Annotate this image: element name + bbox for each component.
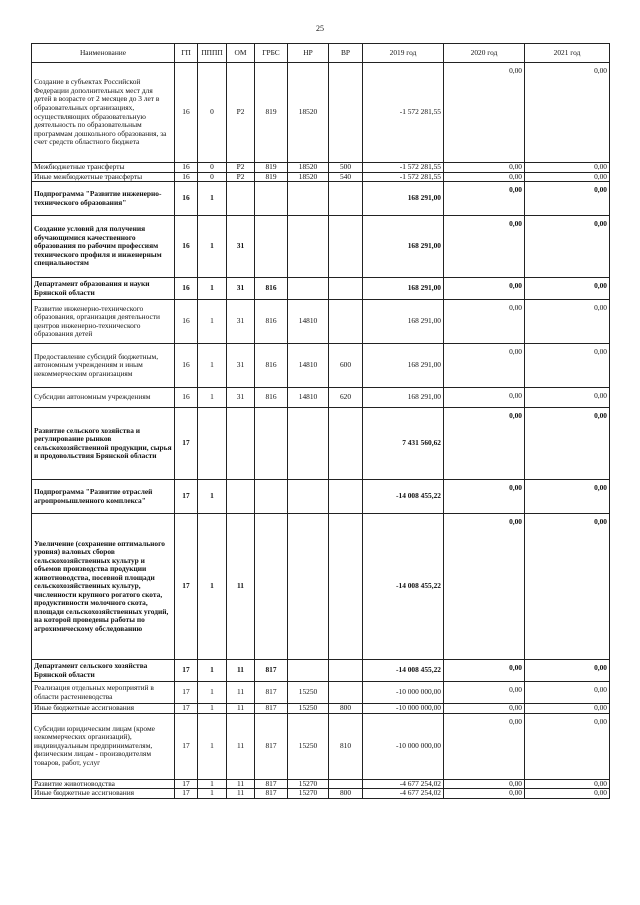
cell-2021: 0,00 (525, 789, 610, 799)
cell-pppp: 1 (198, 682, 227, 704)
cell-pppp: 1 (198, 779, 227, 789)
cell-2019: -1 572 281,55 (363, 63, 444, 163)
cell-grbs (255, 408, 288, 480)
cell-name: Предоставление субсидий бюджетным, автономным учреждениям и иным некоммерческим организациям (32, 344, 175, 388)
cell-gp: 16 (175, 163, 198, 173)
cell-grbs: 816 (255, 278, 288, 300)
cell-2021: 0,00 (525, 182, 610, 216)
cell-2021: 0,00 (525, 63, 610, 163)
cell-vr (329, 182, 363, 216)
cell-2019: -14 008 455,22 (363, 480, 444, 514)
cell-name: Иные бюджетные ассигнования (32, 789, 175, 799)
cell-2019: 168 291,00 (363, 388, 444, 408)
cell-2021: 0,00 (525, 388, 610, 408)
cell-vr: 540 (329, 172, 363, 182)
cell-name: Развитие сельского хозяйства и регулирование рынков сельскохозяйственной продукции, сырья и продовольствия Брянской области (32, 408, 175, 480)
cell-2020: 0,00 (444, 713, 525, 779)
header-2020: 2020 год (444, 44, 525, 63)
table-row (32, 779, 610, 789)
cell-vr: 500 (329, 163, 363, 173)
cell-gp: 17 (175, 789, 198, 799)
header-grbs: ГРБС (255, 44, 288, 63)
cell-2021: 0,00 (525, 344, 610, 388)
cell-2019: 7 431 560,62 (363, 408, 444, 480)
table-body (32, 63, 610, 799)
cell-nr: 14810 (288, 344, 329, 388)
cell-pppp: 1 (198, 278, 227, 300)
cell-pppp: 1 (198, 514, 227, 660)
cell-2021: 0,00 (525, 704, 610, 714)
cell-vr (329, 660, 363, 682)
cell-2019: -10 000 000,00 (363, 704, 444, 714)
table-row (32, 480, 610, 514)
cell-2019: 168 291,00 (363, 300, 444, 344)
header-vr: ВР (329, 44, 363, 63)
cell-2020: 0,00 (444, 300, 525, 344)
cell-gp: 17 (175, 408, 198, 480)
cell-2020: 0,00 (444, 216, 525, 278)
cell-2021: 0,00 (525, 480, 610, 514)
cell-om: 31 (227, 278, 255, 300)
cell-grbs (255, 514, 288, 660)
cell-om: 11 (227, 514, 255, 660)
cell-grbs: 817 (255, 704, 288, 714)
cell-vr (329, 682, 363, 704)
cell-2020: 0,00 (444, 63, 525, 163)
table-row (32, 300, 610, 344)
table-row (32, 682, 610, 704)
cell-om: 11 (227, 704, 255, 714)
cell-pppp: 1 (198, 388, 227, 408)
cell-2021: 0,00 (525, 172, 610, 182)
cell-pppp (198, 408, 227, 480)
cell-2021: 0,00 (525, 300, 610, 344)
cell-om (227, 182, 255, 216)
cell-name: Субсидии автономным учреждениям (32, 388, 175, 408)
header-pppp: ПППП (198, 44, 227, 63)
cell-pppp: 1 (198, 182, 227, 216)
cell-2019: 168 291,00 (363, 182, 444, 216)
header-om: ОМ (227, 44, 255, 63)
cell-2021: 0,00 (525, 779, 610, 789)
header-gp: ГП (175, 44, 198, 63)
table-row (32, 789, 610, 799)
cell-vr: 810 (329, 713, 363, 779)
cell-2021: 0,00 (525, 278, 610, 300)
cell-pppp: 0 (198, 63, 227, 163)
cell-2020: 0,00 (444, 163, 525, 173)
cell-vr (329, 408, 363, 480)
cell-grbs: 819 (255, 63, 288, 163)
cell-om: P2 (227, 163, 255, 173)
cell-2019: -4 677 254,02 (363, 779, 444, 789)
table-row (32, 704, 610, 714)
cell-om: 11 (227, 682, 255, 704)
cell-grbs (255, 480, 288, 514)
cell-2019: 168 291,00 (363, 216, 444, 278)
cell-nr: 15250 (288, 682, 329, 704)
cell-gp: 16 (175, 172, 198, 182)
cell-2020: 0,00 (444, 408, 525, 480)
cell-gp: 16 (175, 300, 198, 344)
cell-vr (329, 300, 363, 344)
cell-2020: 0,00 (444, 660, 525, 682)
table-row (32, 216, 610, 278)
cell-pppp: 1 (198, 713, 227, 779)
cell-name: Субсидии юридическим лицам (кроме некоммерческих организаций), индивидуальным предпринимателям, физическим лицам - производителям товаров, работ, услуг (32, 713, 175, 779)
cell-grbs (255, 216, 288, 278)
cell-2019: -14 008 455,22 (363, 660, 444, 682)
cell-nr (288, 182, 329, 216)
cell-nr: 15250 (288, 713, 329, 779)
cell-name: Подпрограмма "Развитие инженерно-технического образования" (32, 182, 175, 216)
cell-om: 11 (227, 660, 255, 682)
cell-gp: 16 (175, 182, 198, 216)
cell-grbs: 819 (255, 163, 288, 173)
cell-grbs: 817 (255, 779, 288, 789)
cell-vr: 600 (329, 344, 363, 388)
cell-pppp: 0 (198, 163, 227, 173)
cell-pppp: 1 (198, 344, 227, 388)
cell-grbs: 816 (255, 344, 288, 388)
cell-om: 31 (227, 300, 255, 344)
cell-2020: 0,00 (444, 789, 525, 799)
cell-nr (288, 278, 329, 300)
cell-nr: 18520 (288, 63, 329, 163)
cell-name: Увеличение (сохранение оптимального уровня) валовых сборов сельскохозяйственных культур и объемов производства продукции животноводства, посевной площади сельскохозяйственных культур, численности крупного рогатого скота, продуктивности молочного скота, площади сельскохозяйственных угодий, на которой проведены работы по агрохимическому обследованию (32, 514, 175, 660)
cell-vr: 800 (329, 789, 363, 799)
cell-vr (329, 278, 363, 300)
cell-pppp: 0 (198, 172, 227, 182)
cell-grbs: 817 (255, 660, 288, 682)
cell-2020: 0,00 (444, 514, 525, 660)
table-row (32, 344, 610, 388)
cell-om: P2 (227, 172, 255, 182)
cell-grbs: 816 (255, 388, 288, 408)
cell-name: Реализация отдельных мероприятий в области растениеводства (32, 682, 175, 704)
table-row (32, 713, 610, 779)
cell-2021: 0,00 (525, 408, 610, 480)
cell-vr (329, 779, 363, 789)
cell-grbs: 817 (255, 682, 288, 704)
cell-pppp: 1 (198, 480, 227, 514)
cell-nr: 15250 (288, 704, 329, 714)
cell-name: Департамент сельского хозяйства Брянской области (32, 660, 175, 682)
cell-2020: 0,00 (444, 278, 525, 300)
table-row (32, 514, 610, 660)
cell-name: Развитие инженерно-технического образования, организация деятельности центров инженерно-технического образования детей (32, 300, 175, 344)
cell-pppp: 1 (198, 704, 227, 714)
header-2021: 2021 год (525, 44, 610, 63)
header-nr: НР (288, 44, 329, 63)
cell-2020: 0,00 (444, 172, 525, 182)
cell-vr (329, 514, 363, 660)
cell-vr: 800 (329, 704, 363, 714)
cell-nr: 15270 (288, 789, 329, 799)
table-row (32, 408, 610, 480)
cell-2019: -4 677 254,02 (363, 789, 444, 799)
cell-2019: 168 291,00 (363, 278, 444, 300)
cell-vr (329, 63, 363, 163)
cell-pppp: 1 (198, 300, 227, 344)
cell-2019: -1 572 281,55 (363, 172, 444, 182)
cell-pppp: 1 (198, 660, 227, 682)
cell-nr: 18520 (288, 163, 329, 173)
cell-om: 31 (227, 216, 255, 278)
cell-om: 11 (227, 779, 255, 789)
cell-nr (288, 408, 329, 480)
cell-om (227, 480, 255, 514)
cell-2021: 0,00 (525, 660, 610, 682)
cell-2020: 0,00 (444, 704, 525, 714)
cell-2021: 0,00 (525, 514, 610, 660)
cell-vr: 620 (329, 388, 363, 408)
cell-2020: 0,00 (444, 344, 525, 388)
table-row (32, 278, 610, 300)
cell-2020: 0,00 (444, 682, 525, 704)
budget-table (31, 43, 610, 799)
table-row (32, 182, 610, 216)
cell-2019: -10 000 000,00 (363, 682, 444, 704)
cell-gp: 16 (175, 388, 198, 408)
cell-nr: 18520 (288, 172, 329, 182)
table-row (32, 163, 610, 173)
cell-om (227, 408, 255, 480)
cell-gp: 16 (175, 216, 198, 278)
cell-2019: 168 291,00 (363, 344, 444, 388)
cell-om: P2 (227, 63, 255, 163)
cell-2019: -1 572 281,55 (363, 163, 444, 173)
table-row (32, 388, 610, 408)
cell-gp: 17 (175, 514, 198, 660)
cell-2019: -14 008 455,22 (363, 514, 444, 660)
cell-2021: 0,00 (525, 682, 610, 704)
cell-2020: 0,00 (444, 779, 525, 789)
cell-gp: 17 (175, 713, 198, 779)
cell-grbs: 819 (255, 172, 288, 182)
cell-gp: 17 (175, 480, 198, 514)
cell-grbs: 817 (255, 789, 288, 799)
cell-nr: 14810 (288, 388, 329, 408)
cell-name: Иные межбюджетные трансферты (32, 172, 175, 182)
cell-name: Межбюджетные трансферты (32, 163, 175, 173)
cell-2020: 0,00 (444, 480, 525, 514)
cell-nr: 14810 (288, 300, 329, 344)
header-name: Наименование (32, 44, 175, 63)
cell-name: Департамент образования и науки Брянской области (32, 278, 175, 300)
cell-pppp: 1 (198, 789, 227, 799)
cell-nr (288, 660, 329, 682)
cell-grbs: 817 (255, 713, 288, 779)
cell-2021: 0,00 (525, 713, 610, 779)
cell-om: 31 (227, 388, 255, 408)
cell-2020: 0,00 (444, 388, 525, 408)
cell-grbs (255, 182, 288, 216)
cell-name: Подпрограмма "Развитие отраслей агропромышленного комплекса" (32, 480, 175, 514)
cell-nr (288, 514, 329, 660)
cell-gp: 16 (175, 63, 198, 163)
cell-om: 31 (227, 344, 255, 388)
cell-nr (288, 480, 329, 514)
header-row (32, 44, 610, 63)
cell-vr (329, 480, 363, 514)
cell-gp: 17 (175, 704, 198, 714)
cell-grbs: 816 (255, 300, 288, 344)
cell-gp: 17 (175, 660, 198, 682)
cell-name: Развитие животноводства (32, 779, 175, 789)
cell-name: Иные бюджетные ассигнования (32, 704, 175, 714)
cell-om: 11 (227, 789, 255, 799)
cell-gp: 17 (175, 682, 198, 704)
table-row (32, 172, 610, 182)
cell-gp: 16 (175, 344, 198, 388)
cell-name: Создание условий для получения обучающимися качественного образования по рабочим профессиям технического профиля и инженерным специальностям (32, 216, 175, 278)
cell-nr: 15270 (288, 779, 329, 789)
page-number: 25 (316, 24, 324, 33)
cell-pppp: 1 (198, 216, 227, 278)
table-row (32, 660, 610, 682)
cell-2020: 0,00 (444, 182, 525, 216)
cell-2021: 0,00 (525, 216, 610, 278)
cell-2021: 0,00 (525, 163, 610, 173)
cell-gp: 16 (175, 278, 198, 300)
header-2019: 2019 год (363, 44, 444, 63)
cell-gp: 17 (175, 779, 198, 789)
cell-nr (288, 216, 329, 278)
cell-om: 11 (227, 713, 255, 779)
cell-2019: -10 000 000,00 (363, 713, 444, 779)
cell-name: Создание в субъектах Российской Федерации дополнительных мест для детей в возрасте от 2 месяцев до 3 лет в образовательных организациях, осуществляющих образовательную деятельность по образовательным программам дошкольного образования, за счет средств областного бюджета (32, 63, 175, 163)
table-row (32, 63, 610, 163)
cell-vr (329, 216, 363, 278)
